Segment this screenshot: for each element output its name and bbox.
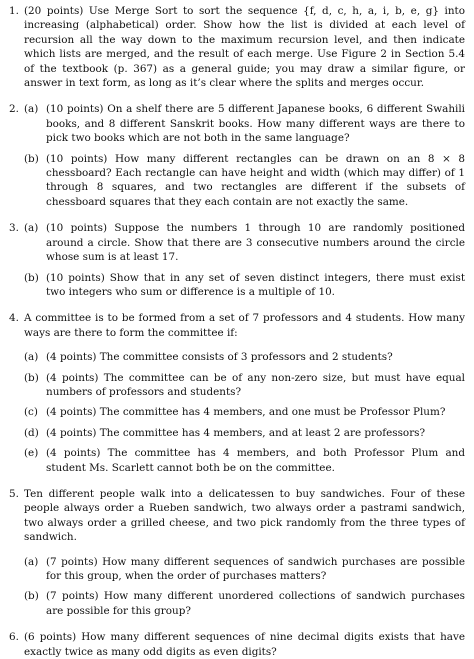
subpart-label: (a) xyxy=(24,222,39,235)
problem-3 xyxy=(9,221,465,299)
subpart-text: (4 points) The committee has 4 members, and both Professor Plum and student Ms. Scarlett cannot both be on the committee. xyxy=(46,447,465,474)
problem-number: 3. xyxy=(9,222,19,235)
problem-text: (6 points) How many different sequences of nine decimal digits exists that have exactly twice as many odd digits as even digits? xyxy=(24,631,465,658)
problem-text: (20 points) Use Merge Sort to sort the sequence {f, d, c, h, a, i, b, e, g} into increasing (alphabetical) order. Show how the list is divided at each level of recursion all the way down to the maximum recursion level, and then indicate which lists are merged, and the result of each merge. Use Figure 2 in Section 5.4 of the textbook (p. 367) as a general guide; you may draw a similar figure, or answer in text form, as long as it’s clear where the splits and merges occur. xyxy=(24,5,465,90)
subpart-label: (e) xyxy=(24,447,39,460)
subpart-text: (10 points) On a shelf there are 5 different Japanese books, 6 different Swahili books, and 8 different Sanskrit books. How many different ways are there to pick two books which are not both in the same language? xyxy=(46,103,465,145)
problem-6 xyxy=(9,630,465,659)
subpart-2a xyxy=(24,102,465,145)
subpart-text: (4 points) The committee consists of 3 professors and 2 students? xyxy=(46,351,393,364)
problem-body xyxy=(24,311,465,475)
problem-4 xyxy=(9,311,465,475)
problem-intro: A committee is to be formed from a set of 7 professors and 4 students. How many ways are there to form the committee if: xyxy=(24,312,465,339)
subpart-5a xyxy=(24,555,465,584)
subpart-label: (a) xyxy=(24,351,39,364)
subpart-4c xyxy=(24,405,465,419)
subpart-label: (a) xyxy=(24,103,39,116)
problem-2 xyxy=(9,102,465,209)
problem-1 xyxy=(9,4,465,90)
problem-number: 5. xyxy=(9,487,19,500)
subpart-label: (b) xyxy=(24,271,39,284)
problem-intro: Ten different people walk into a delicatessen to buy sandwiches. Four of these people always order a Rueben sandwich, two always order a pastrami sandwich, two always order a grilled cheese, and two pick randomly from the three types of sandwich. xyxy=(24,487,465,544)
subpart-4b xyxy=(24,371,465,400)
subpart-4d xyxy=(24,426,465,440)
subpart-text: (10 points) Show that in any set of seven distinct integers, there must exist two integers who sum or difference is a multiple of 10. xyxy=(46,271,465,298)
subpart-label: (b) xyxy=(24,371,39,384)
problem-body xyxy=(24,102,465,209)
subpart-text: (10 points) Suppose the numbers 1 through 10 are randomly positioned around a circle. Show that there are 3 consecutive numbers around the circle whose sum is at least 17. xyxy=(46,222,465,264)
problem-body xyxy=(24,487,465,618)
subpart-text: (10 points) How many different rectangles can be drawn on an 8 × 8 chessboard? Each rectangle can have height and width (which may differ) of 1 through 8 squares, and two rectangles are different if the subsets of chessboard squares that they each contain are not exactly the same. xyxy=(46,152,465,208)
problem-number: 6. xyxy=(9,631,19,644)
problem-5 xyxy=(9,487,465,618)
subpart-label: (b) xyxy=(24,590,39,603)
subpart-label: (d) xyxy=(24,426,39,439)
subpart-text: (7 points) How many different sequences of sandwich purchases are possible for this group, when the order of purchases matters? xyxy=(46,555,465,582)
subpart-text: (4 points) The committee has 4 members, and one must be Professor Plum? xyxy=(46,406,446,419)
subpart-3a xyxy=(24,221,465,264)
subpart-label: (c) xyxy=(24,406,38,419)
subpart-4e xyxy=(24,446,465,475)
problem-number: 4. xyxy=(9,312,19,325)
problem-number: 1. xyxy=(9,5,19,17)
problem-body xyxy=(24,221,465,299)
subpart-4a xyxy=(24,350,465,364)
problem-number: 2. xyxy=(9,103,19,116)
subpart-2b xyxy=(24,152,465,210)
subpart-text: (7 points) How many different unordered collections of sandwich purchases are possible for this group? xyxy=(46,590,465,617)
subpart-3b xyxy=(24,271,465,300)
subpart-label: (a) xyxy=(24,555,39,568)
subpart-5b xyxy=(24,589,465,618)
subpart-label: (b) xyxy=(24,152,39,165)
subpart-text: (4 points) The committee has 4 members, and at least 2 are professors? xyxy=(46,426,426,439)
subpart-text: (4 points) The committee can be of any non-zero size, but must have equal numbers of professors and students? xyxy=(46,371,465,398)
